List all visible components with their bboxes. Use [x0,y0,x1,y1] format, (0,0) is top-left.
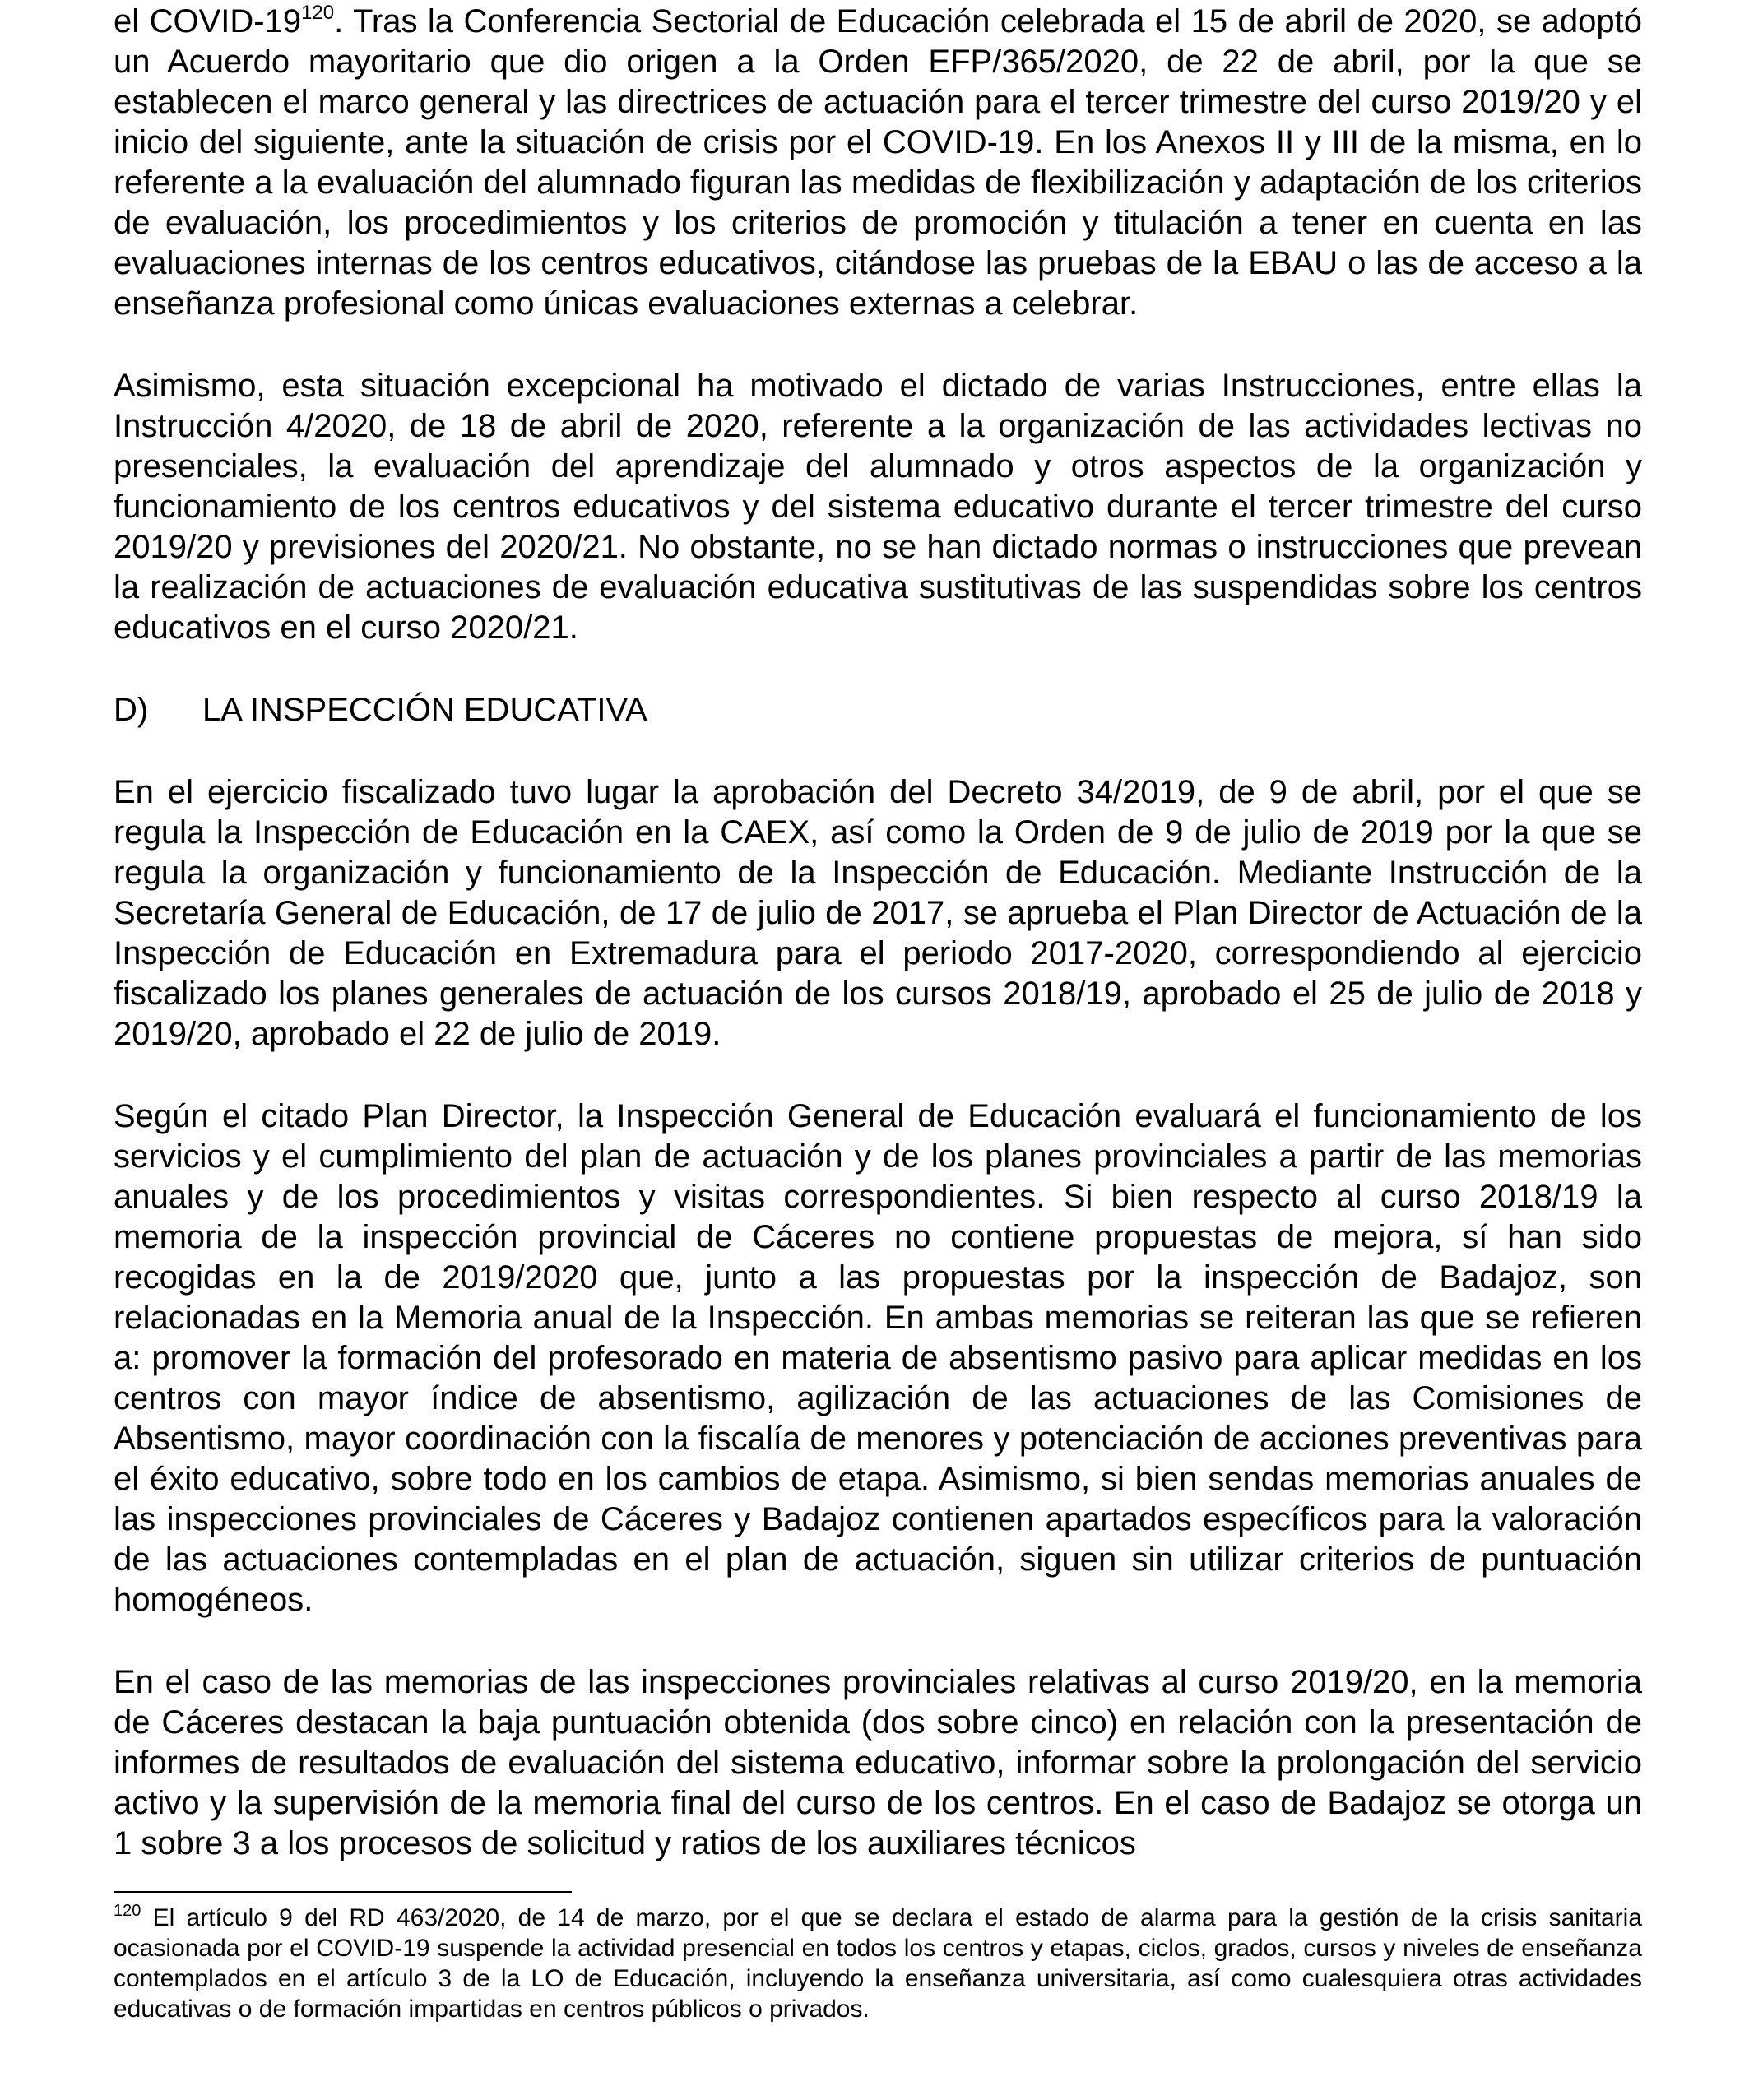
body-paragraph-2: Asimismo, esta situación excepcional ha motivado el dictado de varias Instrucciones, entre ellas la Instrucción 4/2020, de 18 de abril de 2020, referente a la organización de las actividades lectivas no presenciales, la evaluación del aprendizaje del alumnado y otros aspectos de la organización y funcionamiento de los centros educativos y del sistema educativo durante el tercer trimestre del curso 2019/20 y previsiones del 2020/21. No obstante, no se han dictado normas o instrucciones que prevean la realización de actuaciones de evaluación educativa sustitutivas de las suspendidas sobre los centros educativos en el curso 2020/21. [114,368,1642,646]
paragraph-text: . Tras la Conferencia Sectorial de Educación celebrada el 15 de abril de 2020, se adoptó un Acuerdo mayoritario que dio origen a la Orden EFP/365/2020, de 22 de abril, por la que se establecen el marco general y las directrices de actuación para el tercer trimestre del curso 2019/20 y el inicio del siguiente, ante la situación de crisis por el COVID-19. En los Anexos II y III de la misma, en lo referente a la evaluación del alumnado figuran las medidas de flexibilización y adaptación de los criterios de evaluación, los procedimientos y los criterios de promoción y titulación a tener en cuenta en las evaluaciones internas de los centros educativos, citándose las pruebas de la EBAU o las de acceso a la enseñanza profesional como únicas evaluaciones externas a celebrar. [114,3,1642,322]
section-heading-title: LA INSPECCIÓN EDUCATIVA [202,692,647,728]
footnote-120 [114,1903,1642,2024]
footnote-separator [114,1891,572,1893]
paragraph-lead-text: el COVID-19 [114,3,302,39]
section-heading-d [114,690,1642,730]
footnote-text: El artículo 9 del RD 463/2020, de 14 de marzo, por el que se declara el estado de alarma para la gestión de la crisis sanitaria ocasionada por el COVID-19 suspende la actividad presencial en todos los centros y etapas, ciclos, grados, cursos y niveles de enseñanza contemplados en el artículo 3 de la LO de Educación, incluyendo la enseñanza universitaria, así como cualesquiera otras actividades educativas o de formación impartidas en centros públicos o privados. [114,1904,1642,2023]
body-paragraph-5: En el caso de las memorias de las inspecciones provinciales relativas al curso 2019/20, en la memoria de Cáceres destacan la baja puntuación obtenida (dos sobre cinco) en relación con la presentación de informes de resultados de evaluación del sistema educativo, informar sobre la prolongación del servicio activo y la supervisión de la memoria final del curso de los centros. En el caso de Badajoz se otorga un 1 sobre 3 a los procesos de solicitud y ratios de los auxiliares técnicos [114,1664,1642,1861]
section-heading-letter: D) [114,692,149,728]
footnote-reference-120[interactable]: 120 [301,2,335,24]
document-page [114,0,1642,1906]
footnote-number: 120 [114,1902,141,1920]
body-paragraph-3: En el ejercicio fiscalizado tuvo lugar la aprobación del Decreto 34/2019, de 9 de abril, por el que se regula la Inspección de Educación en la CAEX, así como la Orden de 9 de julio de 2019 por la que se regula la organización y funcionamiento de la Inspección de Educación. Mediante Instrucción de la Secretaría General de Educación, de 17 de julio de 2017, se aprueba el Plan Director de Actuación de la Inspección de Educación en Extremadura para el periodo 2017-2020, correspondiendo al ejercicio fiscalizado los planes generales de actuación de los cursos 2018/19, aprobado el 25 de julio de 2018 y 2019/20, aprobado el 22 de julio de 2019. [114,774,1642,1052]
body-paragraph-4: Según el citado Plan Director, la Inspección General de Educación evaluará el funcionamiento de los servicios y el cumplimiento del plan de actuación y de los planes provinciales a partir de las memorias anuales y de los procedimientos y visitas correspondientes. Si bien respecto al curso 2018/19 la memoria de la inspección provincial de Cáceres no contiene propuestas de mejora, sí han sido recogidas en la de 2019/2020 que, junto a las propuestas por la inspección de Badajoz, son relacionadas en la Memoria anual de la Inspección. En ambas memorias se reiteran las que se refieren a: promover la formación del profesorado en materia de absentismo pasivo para aplicar medidas en los centros con mayor índice de absentismo, agilización de las actuaciones de las Comisiones de Absentismo, mayor coordinación con la fiscalía de menores y potenciación de acciones preventivas para el éxito educativo, sobre todo en los cambios de etapa. Asimismo, si bien sendas memorias anuales de las inspecciones provinciales de Cáceres y Badajoz contienen apartados específicos para la valoración de las actuaciones contempladas en el plan de actuación, siguen sin utilizar criterios de puntuación homogéneos. [114,1098,1642,1618]
body-paragraph-1 [114,2,1642,324]
